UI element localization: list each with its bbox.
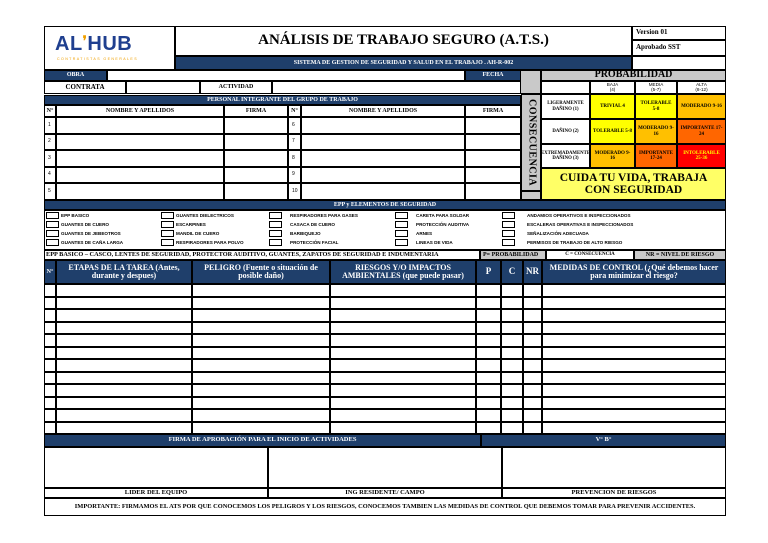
- task-row-cell[interactable]: [542, 422, 726, 435]
- epp-checkbox[interactable]: [161, 230, 174, 237]
- personnel-number: 9: [288, 167, 301, 184]
- probability-header-range: (5-7): [651, 86, 661, 92]
- risk-level-cell: IMPORTANTE 17-24: [677, 119, 726, 144]
- task-row-cell[interactable]: [56, 284, 192, 297]
- actividad-field[interactable]: [272, 81, 521, 94]
- personnel-name-field[interactable]: [56, 183, 224, 200]
- task-row-cell[interactable]: [542, 334, 726, 347]
- personnel-title: PERSONAL INTEGRANTE DEL GRUPO DE TRABAJO: [44, 95, 521, 105]
- logo-tagline: CONTRATISTAS GENERALES: [57, 57, 138, 61]
- task-row-number-cell: [44, 309, 56, 322]
- task-row-cell[interactable]: [542, 322, 726, 335]
- logo-text-al: AL: [55, 33, 83, 55]
- epp-checkbox[interactable]: [395, 239, 408, 246]
- task-row-number-cell: [44, 409, 56, 422]
- task-row-cell[interactable]: [330, 284, 476, 297]
- probability-header-label: MEDIA: [648, 81, 664, 87]
- task-row-cell[interactable]: [476, 422, 501, 435]
- task-row-cell[interactable]: [501, 284, 523, 297]
- epp-item-label: EPP BASICO: [61, 213, 90, 218]
- task-row-cell[interactable]: [56, 409, 192, 422]
- probability-header-range: (4): [609, 86, 616, 92]
- personnel-number: 7: [288, 134, 301, 151]
- personnel-name-field[interactable]: [56, 167, 224, 184]
- epp-checkbox[interactable]: [46, 221, 59, 228]
- task-row-cell[interactable]: [192, 334, 330, 347]
- epp-item-label: PROTECCIÓN FACIAL: [290, 240, 339, 245]
- epp-item-label: RESPIRADORES PARA GASES: [290, 213, 358, 218]
- personnel-number: 3: [44, 150, 56, 167]
- task-row-cell[interactable]: [330, 322, 476, 335]
- task-row-cell[interactable]: [330, 309, 476, 322]
- obra-label: OBRA: [44, 70, 107, 81]
- task-row-number-cell: [44, 359, 56, 372]
- personnel-sign-field[interactable]: [465, 183, 521, 200]
- task-row-cell[interactable]: [501, 384, 523, 397]
- tasks-col-p: P: [476, 260, 501, 284]
- epp-item-label: ANDAMIOS OPERATIVOS E INSPECCIONADOS: [527, 213, 631, 218]
- personnel-name-field[interactable]: [56, 117, 224, 134]
- leader-sign-area[interactable]: [44, 447, 268, 488]
- task-row-cell[interactable]: [192, 372, 330, 385]
- task-row-cell[interactable]: [523, 397, 542, 410]
- epp-checkbox[interactable]: [502, 230, 515, 237]
- vb-label: V° B°: [481, 434, 726, 447]
- resident-sign-area[interactable]: [268, 447, 502, 488]
- epp-basic-note: EPP BASICO – CASCO, LENTES DE SEGURIDAD, PROTECTOR AUDITIVO, GUANTES, ZAPATOS DE SEGURIDAD E INDUMENTARIA: [44, 250, 480, 260]
- tasks-col-n: N°: [44, 260, 56, 284]
- epp-item-label: ARNES: [416, 231, 433, 236]
- task-row-cell[interactable]: [501, 347, 523, 360]
- task-row-cell[interactable]: [56, 297, 192, 310]
- company-logo: [55, 33, 132, 56]
- task-row-cell[interactable]: [542, 384, 726, 397]
- epp-checkbox[interactable]: [269, 239, 282, 246]
- safety-slogan: CUIDA TU VIDA, TRABAJA CON SEGURIDAD: [541, 168, 726, 200]
- epp-item-label: SEÑALIZACIÓN ADECUADA: [527, 231, 589, 236]
- task-row-cell[interactable]: [330, 359, 476, 372]
- logo-box: [44, 26, 175, 70]
- task-row-cell[interactable]: [56, 397, 192, 410]
- task-row-cell[interactable]: [56, 359, 192, 372]
- legend-consequence: C = CONSECUENCIA: [546, 250, 634, 260]
- consequence-row-label: DAÑINO (2): [541, 119, 590, 144]
- approval-title: FIRMA DE APROBACIÓN PARA EL INICIO DE ACTIVIDADES: [44, 434, 481, 447]
- task-row-cell[interactable]: [192, 384, 330, 397]
- task-row-cell[interactable]: [501, 322, 523, 335]
- personnel-name-field[interactable]: [301, 183, 465, 200]
- epp-checkbox[interactable]: [269, 212, 282, 219]
- task-row-number-cell: [44, 422, 56, 435]
- epp-item-label: GUANTES DE CUERO: [61, 222, 109, 227]
- personnel-name-field[interactable]: [56, 150, 224, 167]
- personnel-sign-field[interactable]: [465, 134, 521, 151]
- personnel-number: 6: [288, 117, 301, 134]
- task-row-cell[interactable]: [192, 309, 330, 322]
- task-row-number-cell: [44, 322, 56, 335]
- personnel-name-field[interactable]: [301, 150, 465, 167]
- task-row-cell[interactable]: [542, 347, 726, 360]
- personnel-number: 4: [44, 167, 56, 184]
- task-row-cell[interactable]: [476, 384, 501, 397]
- task-row-cell[interactable]: [476, 372, 501, 385]
- epp-item-label: LINEAS DE VIDA: [416, 240, 453, 245]
- probability-header-label: BAJA: [606, 81, 619, 87]
- logo-swoosh-icon: ❜: [82, 33, 88, 48]
- task-row-cell[interactable]: [523, 334, 542, 347]
- task-row-cell[interactable]: [192, 284, 330, 297]
- task-row-cell[interactable]: [476, 284, 501, 297]
- task-row-cell[interactable]: [192, 409, 330, 422]
- risk-level-cell: TOLERABLE 5-8: [635, 94, 677, 119]
- risk-matrix-spacer: [521, 70, 541, 94]
- task-row-cell[interactable]: [523, 384, 542, 397]
- epp-checkbox[interactable]: [502, 212, 515, 219]
- epp-item-label: ESCARPINES: [176, 222, 206, 227]
- epp-item-label: PROTECCIÓN AUDITIVA: [416, 222, 470, 227]
- epp-checkbox[interactable]: [502, 221, 515, 228]
- task-row-cell[interactable]: [192, 422, 330, 435]
- personnel-col-name-right: NOMBRE Y APELLIDOS: [301, 105, 465, 117]
- task-row-cell[interactable]: [501, 334, 523, 347]
- task-row-cell[interactable]: [501, 372, 523, 385]
- approval-label: Aprobado SST: [632, 40, 726, 56]
- probability-title: PROBABILIDAD: [541, 70, 726, 81]
- epp-item-label: MANDIL DE CUERO: [176, 231, 220, 236]
- personnel-name-field[interactable]: [301, 117, 465, 134]
- task-row-cell[interactable]: [542, 284, 726, 297]
- task-row-cell[interactable]: [523, 359, 542, 372]
- epp-title: EPP y ELEMENTOS DE SEGURIDAD: [44, 200, 726, 210]
- task-row-cell[interactable]: [523, 409, 542, 422]
- risk-level-cell: TOLERABLE 5-8: [590, 119, 635, 144]
- leader-label: LIDER DEL EQUIPO: [44, 488, 268, 498]
- task-row-number-cell: [44, 397, 56, 410]
- task-row-cell[interactable]: [56, 422, 192, 435]
- epp-item-label: GUANTES DE CAÑA LARGA: [61, 240, 124, 245]
- task-row-number-cell: [44, 347, 56, 360]
- logo-text-hub: HUB: [87, 33, 133, 55]
- epp-checkbox[interactable]: [161, 212, 174, 219]
- actividad-label: ACTIVIDAD: [200, 81, 272, 94]
- task-row-cell[interactable]: [330, 297, 476, 310]
- probability-header: [677, 81, 726, 94]
- matrix-bottom-gray: [521, 191, 541, 200]
- task-row-number-cell: [44, 284, 56, 297]
- task-row-cell[interactable]: [523, 347, 542, 360]
- personnel-sign-field[interactable]: [224, 167, 288, 184]
- epp-checkbox[interactable]: [395, 221, 408, 228]
- task-row-cell[interactable]: [542, 397, 726, 410]
- prevention-sign-area[interactable]: [502, 447, 726, 488]
- personnel-sign-field[interactable]: [224, 117, 288, 134]
- matrix-corner: [541, 81, 590, 94]
- task-row-cell[interactable]: [501, 397, 523, 410]
- personnel-number: 1: [44, 117, 56, 134]
- personnel-number: 8: [288, 150, 301, 167]
- task-row-cell[interactable]: [56, 347, 192, 360]
- risk-level-cell: MODERADO 9-16: [635, 119, 677, 144]
- task-row-cell[interactable]: [330, 334, 476, 347]
- personnel-sign-field[interactable]: [465, 150, 521, 167]
- task-row-cell[interactable]: [476, 397, 501, 410]
- task-row-cell[interactable]: [192, 297, 330, 310]
- epp-item-label: BARBIQUEJO: [290, 231, 321, 236]
- document-title: ANÁLISIS DE TRABAJO SEGURO (A.T.S.): [175, 26, 632, 56]
- personnel-col-sign-right: FIRMA: [465, 105, 521, 117]
- task-row-cell[interactable]: [192, 322, 330, 335]
- task-row-cell[interactable]: [523, 322, 542, 335]
- task-row-cell[interactable]: [330, 347, 476, 360]
- epp-checkbox[interactable]: [161, 239, 174, 246]
- task-row-cell[interactable]: [542, 297, 726, 310]
- epp-item-label: RESPIRADORES PARA POLVO: [176, 240, 244, 245]
- epp-checkbox[interactable]: [395, 230, 408, 237]
- task-row-cell[interactable]: [501, 309, 523, 322]
- probability-header-range: (8-12): [695, 86, 708, 92]
- task-row-cell[interactable]: [542, 409, 726, 422]
- tasks-col-nr: NR: [523, 260, 542, 284]
- resident-label: ING RESIDENTE/ CAMPO: [268, 488, 502, 498]
- task-row-cell[interactable]: [476, 322, 501, 335]
- personnel-name-field[interactable]: [56, 134, 224, 151]
- personnel-col-name-left: NOMBRE Y APELLIDOS: [56, 105, 224, 117]
- consequence-row-label: EXTREMADAMENTE DAÑINO (3): [541, 144, 590, 168]
- task-row-cell[interactable]: [476, 409, 501, 422]
- epp-checkbox[interactable]: [161, 221, 174, 228]
- probability-header: [590, 81, 635, 94]
- task-row-number-cell: [44, 334, 56, 347]
- personnel-number: 10: [288, 183, 301, 200]
- personnel-number: 5: [44, 183, 56, 200]
- risk-level-cell: MODERADO 9-16: [590, 144, 635, 168]
- task-row-number-cell: [44, 384, 56, 397]
- risk-level-cell: TRIVIAL 4: [590, 94, 635, 119]
- task-row-cell[interactable]: [476, 347, 501, 360]
- task-row-cell[interactable]: [542, 309, 726, 322]
- task-row-cell[interactable]: [542, 372, 726, 385]
- task-row-cell[interactable]: [56, 334, 192, 347]
- epp-checkbox[interactable]: [46, 239, 59, 246]
- task-row-cell[interactable]: [476, 359, 501, 372]
- tasks-col-danger: PELIGRO (Fuente o situación de posible daño): [192, 260, 330, 284]
- tasks-col-c: C: [501, 260, 523, 284]
- task-row-cell[interactable]: [56, 322, 192, 335]
- task-row-cell[interactable]: [542, 359, 726, 372]
- task-row-cell[interactable]: [501, 297, 523, 310]
- epp-item-label: GUANTES DE JEBEOTROS: [61, 231, 121, 236]
- personnel-name-field[interactable]: [301, 134, 465, 151]
- task-row-cell[interactable]: [192, 347, 330, 360]
- system-subtitle: SISTEMA DE GESTION DE SEGURIDAD Y SALUD EN EL TRABAJO . AH-R-002: [175, 56, 632, 70]
- risk-level-cell: MODERADO 9-16: [677, 94, 726, 119]
- task-row-cell[interactable]: [523, 297, 542, 310]
- epp-item-label: CASACA DE CUERO: [290, 222, 336, 227]
- epp-item-label: CARETA PARA SOLDAR: [416, 213, 470, 218]
- task-row-cell[interactable]: [476, 334, 501, 347]
- epp-checkbox[interactable]: [269, 221, 282, 228]
- personnel-col-n-right: N°: [288, 105, 301, 117]
- task-row-cell[interactable]: [56, 372, 192, 385]
- personnel-col-sign-left: FIRMA: [224, 105, 288, 117]
- task-row-cell[interactable]: [476, 309, 501, 322]
- task-row-cell[interactable]: [523, 284, 542, 297]
- epp-item-label: PERMISOS DE TRABAJO DE ALTO RIESGO: [527, 240, 623, 245]
- epp-item-label: ESCALERAS OPERATIVAS E INSPECCIONADOS: [527, 222, 634, 227]
- obra-field[interactable]: [107, 70, 465, 81]
- task-row-cell[interactable]: [192, 397, 330, 410]
- task-row-cell[interactable]: [330, 384, 476, 397]
- personnel-name-field[interactable]: [301, 167, 465, 184]
- header-blank: [632, 56, 726, 70]
- probability-header-label: ALTA: [696, 81, 707, 87]
- personnel-sign-field[interactable]: [465, 117, 521, 134]
- task-row-cell[interactable]: [56, 384, 192, 397]
- task-row-cell[interactable]: [523, 309, 542, 322]
- prevention-label: PREVENCION DE RIESGOS: [502, 488, 726, 498]
- consequence-side-label: [521, 94, 541, 191]
- consequence-side-text: CONSECUENCIA: [526, 98, 538, 187]
- fecha-label: FECHA: [465, 70, 521, 81]
- task-row-number-cell: [44, 372, 56, 385]
- personnel-sign-field[interactable]: [465, 167, 521, 184]
- personnel-sign-field[interactable]: [224, 183, 288, 200]
- task-row-cell[interactable]: [330, 422, 476, 435]
- version-label: Version 01: [632, 26, 726, 40]
- task-row-cell[interactable]: [501, 359, 523, 372]
- task-row-cell[interactable]: [523, 372, 542, 385]
- epp-checkbox[interactable]: [269, 230, 282, 237]
- epp-checkbox[interactable]: [46, 212, 59, 219]
- footer-important-note: IMPORTANTE: FIRMAMOS EL ATS POR QUE CONOCEMOS LOS PELIGROS Y LOS RIESGOS, CONOCEMOS TAMBIEN LAS MEDIDAS DE CONTROL QUE DEBEMOS TOMAR PARA PREVENIR ACCIDENTES.: [44, 498, 726, 516]
- task-row-cell[interactable]: [501, 422, 523, 435]
- contrata-field[interactable]: [126, 81, 200, 94]
- task-row-cell[interactable]: [501, 409, 523, 422]
- contrata-label: CONTRATA: [44, 81, 126, 94]
- task-row-cell[interactable]: [330, 409, 476, 422]
- task-row-cell[interactable]: [476, 297, 501, 310]
- task-row-cell[interactable]: [330, 397, 476, 410]
- task-row-cell[interactable]: [192, 359, 330, 372]
- legend-probability: P= PROBABILIDAD: [480, 250, 546, 260]
- personnel-number: 2: [44, 134, 56, 151]
- epp-checkbox[interactable]: [502, 239, 515, 246]
- epp-checkbox[interactable]: [46, 230, 59, 237]
- tasks-col-measures: MEDIDAS DE CONTROL (¿Qué debemos hacer para minimizar el riesgo?: [542, 260, 726, 284]
- consequence-row-label: LIGERAMENTE DAÑINO (1): [541, 94, 590, 119]
- task-row-cell[interactable]: [56, 309, 192, 322]
- probability-header: [635, 81, 677, 94]
- tasks-col-risk: RIESGOS Y/O IMPACTOS AMBIENTALES (que puede pasar): [330, 260, 476, 284]
- epp-item-label: GUANTES DIELECTRICOS: [176, 213, 234, 218]
- task-row-cell[interactable]: [523, 422, 542, 435]
- task-row-number-cell: [44, 297, 56, 310]
- epp-checkbox[interactable]: [395, 212, 408, 219]
- tasks-col-stage: ETAPAS DE LA TAREA (Antes, durante y despues): [56, 260, 192, 284]
- personnel-sign-field[interactable]: [224, 150, 288, 167]
- task-row-cell[interactable]: [330, 372, 476, 385]
- risk-level-cell: IMPORTANTE 17-24: [635, 144, 677, 168]
- personnel-col-n-left: N°: [44, 105, 56, 117]
- risk-level-cell: INTOLERABLE 25-36: [677, 144, 726, 168]
- personnel-sign-field[interactable]: [224, 134, 288, 151]
- legend-risk-level: NR = NIVEL DE RIESGO: [634, 250, 726, 260]
